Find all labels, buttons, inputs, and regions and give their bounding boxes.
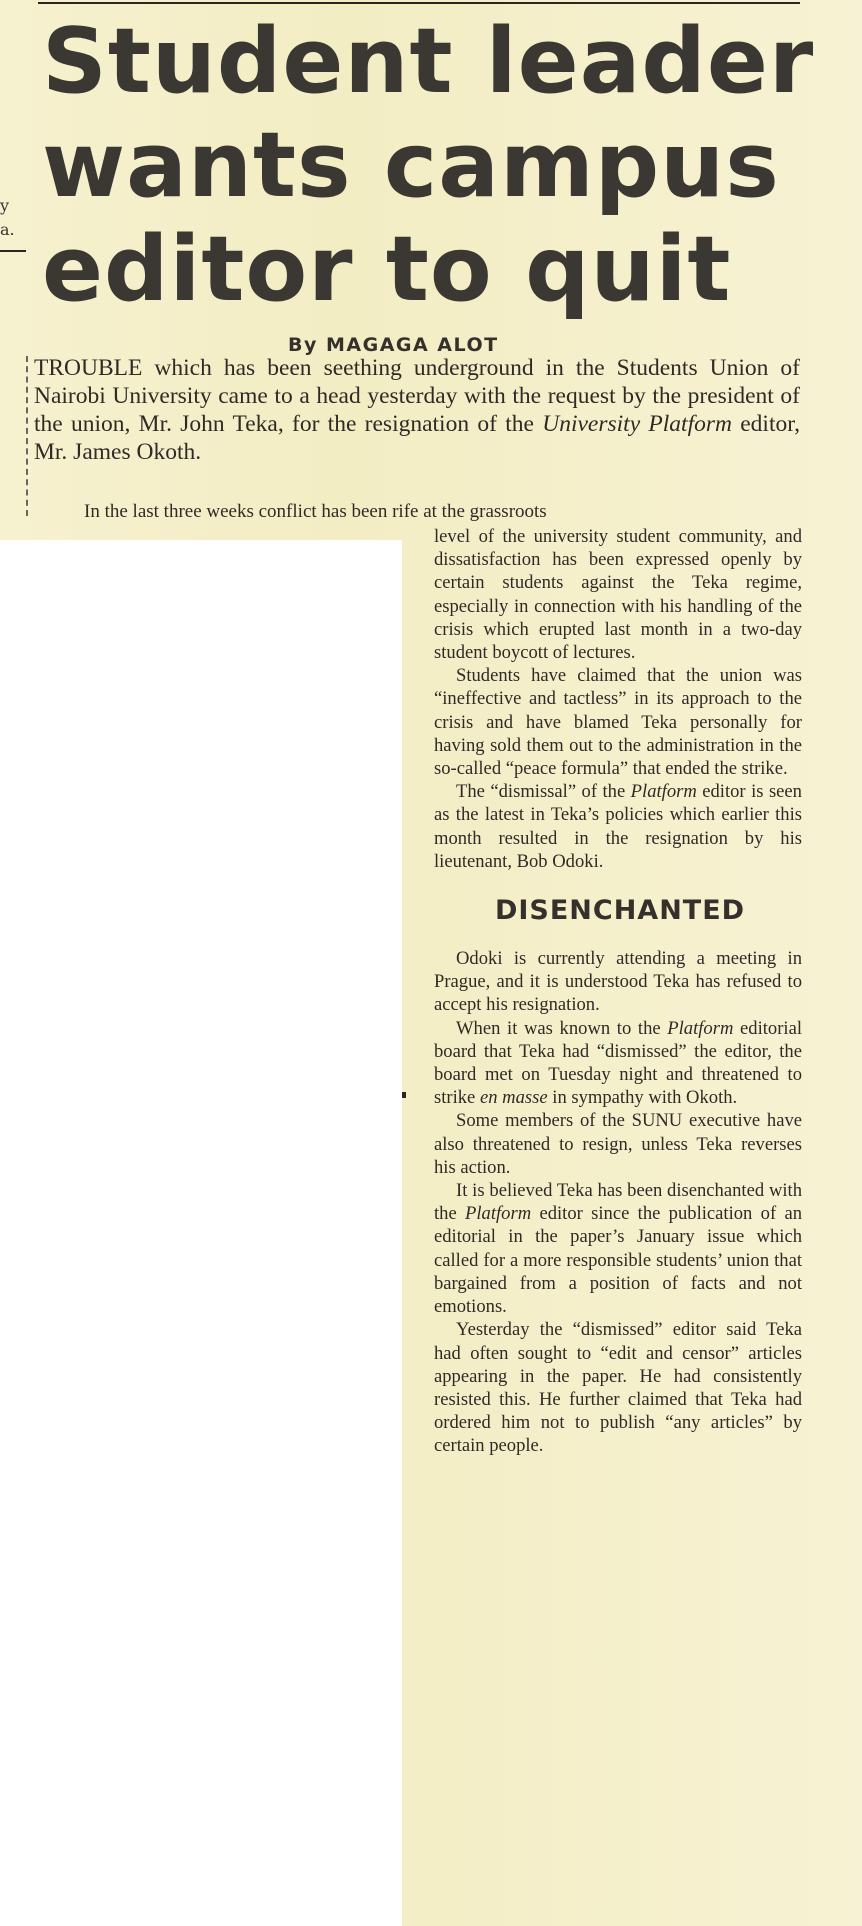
- headline-line: editor to quit: [42, 217, 732, 322]
- edge-rule: [0, 250, 26, 252]
- byline: By MAGAGA ALOT: [288, 334, 499, 356]
- paragraph: [434, 1017, 802, 1110]
- paragraph-text: editor is seen as the latest in Teka’s policies which earlier this month resulted in the resignation by his lieutenant, Bob Odoki.: [434, 781, 802, 872]
- lead-italic: University Platform: [542, 411, 732, 437]
- paragraph-text: editorial board that Teka had “dismissed” the editor, the board met on Tuesday night and threatened to strike: [434, 1017, 802, 1109]
- edge-fragment: y: [0, 196, 10, 215]
- lead-margin-mark: [26, 356, 30, 516]
- paragraph: level of the university student community, and dissatisfaction has been expressed openly by certain students against the Teka regime, especially in connection with his handling of the crisis which erupted last month in a two-day student boycott of lectures.: [434, 526, 802, 664]
- paragraph: Yesterday the “dismissed” editor said Teka had often sought to “edit and censor” articles appearing in the paper. He had consistently resisted this. He further claimed that Teka had ordered him not to publish “any articles” by certain people.: [434, 1319, 802, 1457]
- paragraph-text: It is believed Teka has been disenchanted with the: [434, 1180, 802, 1225]
- paragraph-italic: Platform: [667, 1017, 734, 1039]
- paragraph-italic: en masse: [479, 1087, 548, 1109]
- bullet-mark: [402, 1092, 406, 1098]
- intro-line: In the last three weeks conflict has been rife at the grassroots: [84, 501, 547, 522]
- paragraph-text: editor since the publication of an editorial in the paper’s January issue which called for a more responsible students’ union that bargained from a position of facts and not emotions.: [434, 1203, 802, 1318]
- paragraph: Odoki is currently attending a meeting in Prague, and it is understood Teka has refused to accept his resignation.: [434, 948, 802, 1016]
- headline-line: Student leader: [42, 9, 815, 114]
- paragraph-text: When it was known to the: [456, 1017, 668, 1039]
- lead-paragraph: [34, 354, 800, 466]
- edge-fragment: a.: [0, 220, 15, 239]
- paragraph: Some members of the SUNU executive have also threatened to resign, unless Teka reverses his action.: [434, 1110, 802, 1178]
- paragraph-text: The “dismissal” of the: [456, 781, 631, 803]
- paragraph-text: in sympathy with Okoth.: [547, 1087, 738, 1109]
- paragraph: Students have claimed that the union was “ineffective and tactless” in its approach to the crisis and have blamed Teka personally for having sold them out to the administration in the so-called “peace formula” that ended the strike.: [434, 665, 802, 780]
- subheading: DISENCHANTED: [494, 895, 746, 927]
- lead-text: TROUBLE which has been seething underground in the Students Union of Nairobi University came to a head yesterday with the request by the president of the union, Mr. John Teka, for the resignation of the: [34, 355, 800, 437]
- paragraph-italic: Platform: [465, 1203, 532, 1225]
- paragraph-italic: Platform: [630, 781, 697, 803]
- paragraph: [434, 780, 802, 873]
- top-rule: [38, 2, 800, 4]
- headline: [42, 9, 815, 322]
- lead-text: editor, Mr. James Okoth.: [34, 411, 800, 465]
- blank-area: [0, 540, 402, 1926]
- paragraph: [434, 1179, 802, 1318]
- body-column: [434, 525, 802, 1458]
- headline-line: wants campus: [42, 113, 780, 218]
